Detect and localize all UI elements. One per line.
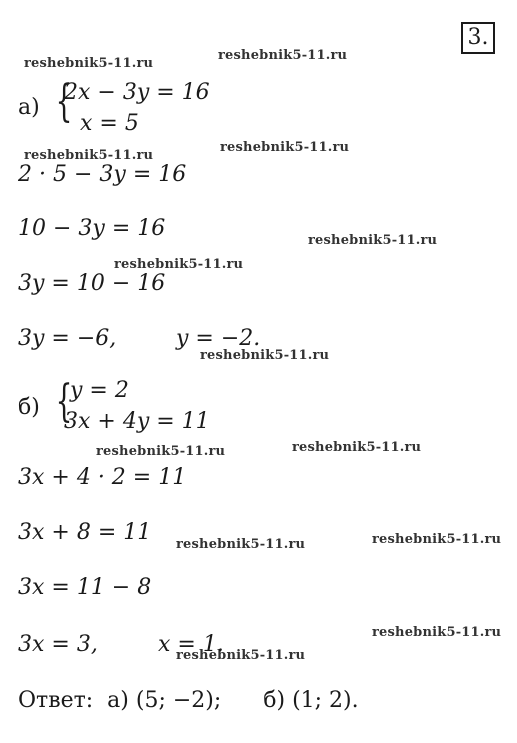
part-a-step-3: 3y = 10 − 16: [18, 271, 166, 296]
watermark: reshebnik5-11.ru: [200, 348, 330, 363]
part-b-step-4a: 3x = 3,: [18, 632, 98, 657]
watermark: reshebnik5-11.ru: [176, 648, 306, 663]
watermark: reshebnik5-11.ru: [292, 440, 422, 455]
system-brace: {: [55, 376, 73, 427]
part-b-label: б): [18, 395, 40, 420]
part-b-step-4b: x = 1.: [158, 632, 224, 657]
watermark: reshebnik5-11.ru: [372, 532, 502, 547]
watermark: reshebnik5-11.ru: [308, 233, 438, 248]
watermark: reshebnik5-11.ru: [24, 148, 154, 163]
watermark: reshebnik5-11.ru: [218, 48, 348, 63]
watermark: reshebnik5-11.ru: [372, 625, 502, 640]
problem-number: 3.: [461, 22, 495, 54]
system-brace: {: [55, 76, 73, 127]
watermark: reshebnik5-11.ru: [114, 257, 244, 272]
part-b-step-1: 3x + 4 · 2 = 11: [18, 465, 187, 490]
watermark: reshebnik5-11.ru: [96, 444, 226, 459]
part-a-step-4a: 3y = −6,: [18, 326, 117, 351]
part-a-step-2: 10 − 3y = 16: [18, 216, 166, 241]
answer-line: Ответ: а) (5; −2); б) (1; 2).: [18, 688, 359, 713]
part-a-system-eq-1: 2x − 3y = 16: [64, 80, 210, 105]
part-b-system-eq-1: y = 2: [70, 378, 129, 403]
part-b-step-3: 3x = 11 − 8: [18, 575, 152, 600]
watermark: reshebnik5-11.ru: [176, 537, 306, 552]
watermark: reshebnik5-11.ru: [24, 56, 154, 71]
watermark: reshebnik5-11.ru: [220, 140, 350, 155]
part-a-step-4b: y = −2.: [176, 326, 261, 351]
part-b-system-eq-2: 3x + 4y = 11: [64, 409, 210, 434]
part-a-label: а): [18, 95, 40, 120]
part-a-system-eq-2: x = 5: [80, 111, 139, 136]
part-a-step-1: 2 · 5 − 3y = 16: [18, 162, 187, 187]
part-b-step-2: 3x + 8 = 11: [18, 520, 152, 545]
